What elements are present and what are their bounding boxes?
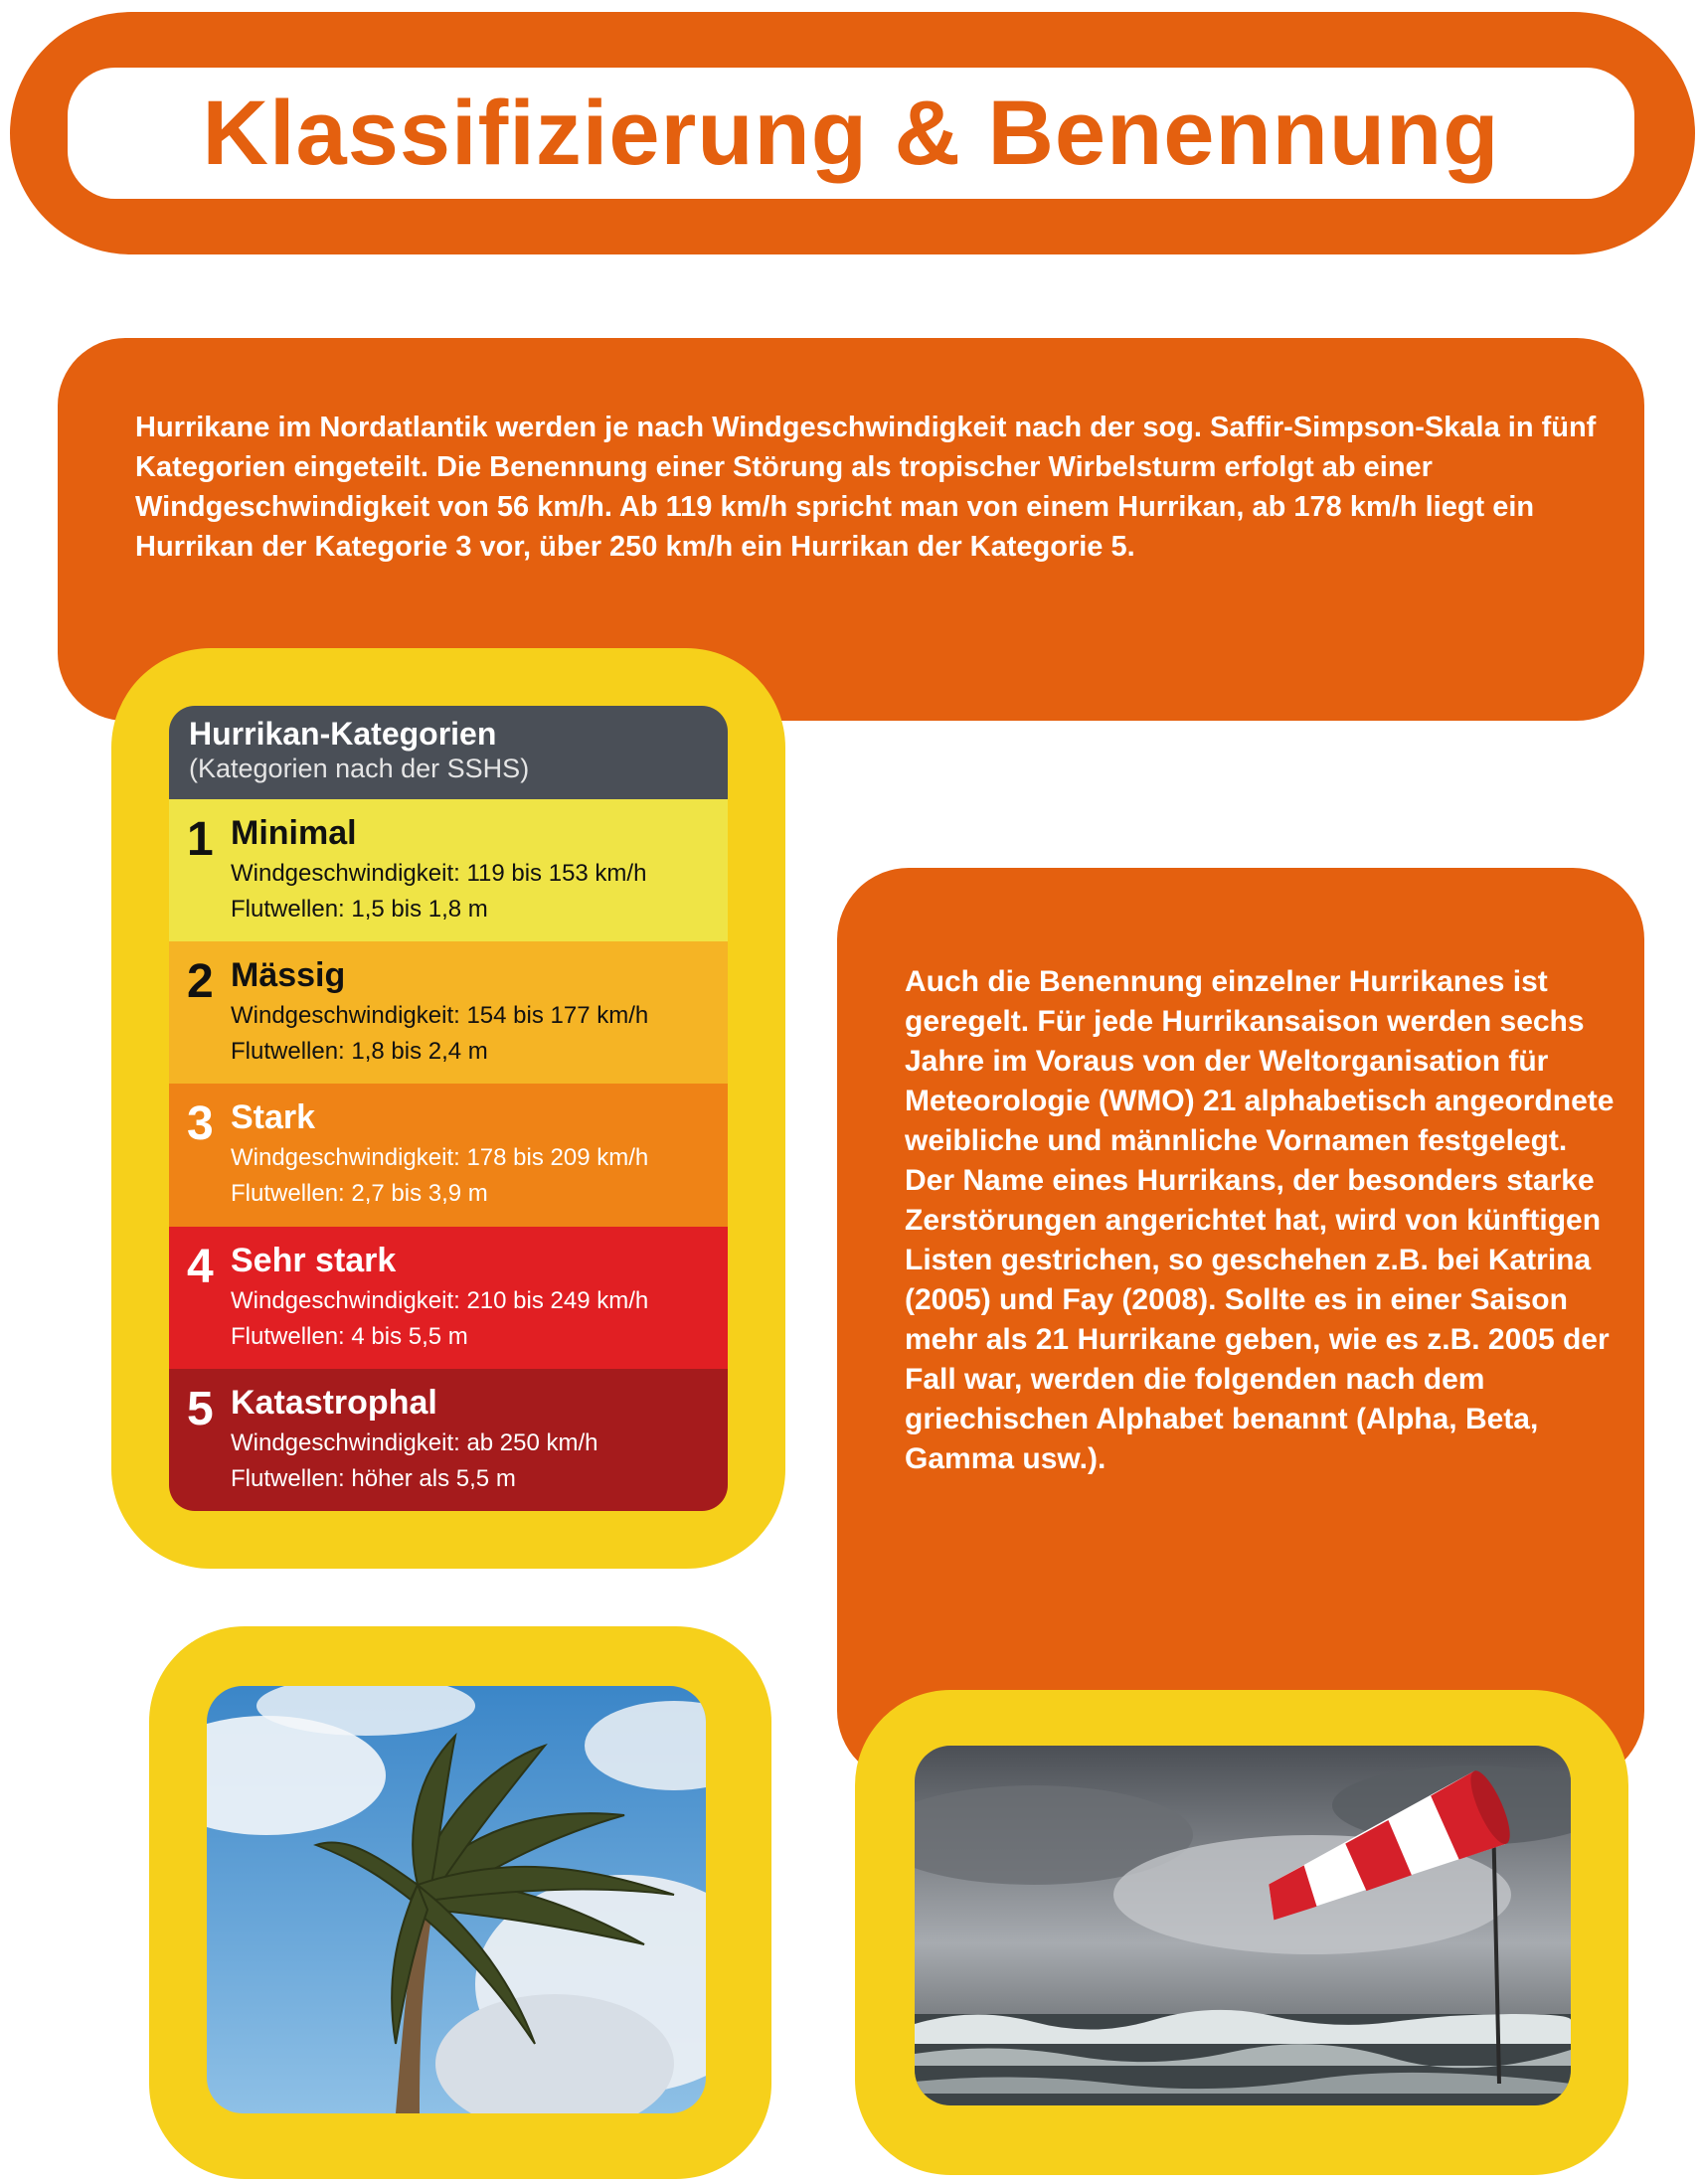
category-name: Katastrophal [231, 1383, 437, 1422]
category-number: 4 [187, 1240, 214, 1293]
windsock-photo-frame [855, 1690, 1628, 2175]
category-storm-surge: Flutwellen: 4 bis 5,5 m [231, 1322, 468, 1350]
category-row-4 [169, 1227, 728, 1369]
category-number: 1 [187, 813, 214, 866]
category-wind-speed: Windgeschwindigkeit: 210 bis 249 km/h [231, 1286, 649, 1314]
naming-paragraph-1: Auch die Benennung einzelner Hurrikanes ist geregelt. Für jede Hurrikansaison werden sechs Jahre im Voraus von der Weltorganisation für Meteorologie (WMO) 21 alphabetisch angeordnete weibliche und männliche Vornamen festgelegt. [905, 965, 1615, 1157]
categories-subtitle: (Kategorien nach der SSHS) [189, 754, 530, 783]
category-row-5 [169, 1369, 728, 1511]
category-storm-surge: Flutwellen: 1,8 bis 2,4 m [231, 1038, 488, 1066]
category-storm-surge: Flutwellen: 1,5 bis 1,8 m [231, 896, 488, 923]
category-name: Sehr stark [231, 1241, 397, 1279]
categories-card [169, 706, 728, 1511]
category-wind-speed: Windgeschwindigkeit: 178 bis 209 km/h [231, 1144, 649, 1172]
category-storm-surge: Flutwellen: 2,7 bis 3,9 m [231, 1180, 488, 1208]
category-name: Mässig [231, 956, 346, 995]
category-wind-speed: Windgeschwindigkeit: 119 bis 153 km/h [231, 860, 647, 887]
categories-header [169, 706, 728, 799]
windsock-photo [915, 1746, 1571, 2105]
categories-title: Hurrikan-Kategorien [189, 716, 497, 752]
category-row-2 [169, 941, 728, 1084]
category-row-1 [169, 799, 728, 941]
naming-paragraph-2: Der Name eines Hurrikans, der besonders starke Zerstörungen angerichtet hat, wird von künftigen Listen gestrichen, so geschehen z.B. bei Katrina (2005) und Fay (2008). Sollte es in einer Saison mehr als 21 Hurrikane geben, wie es z.B. 2005 der Fall war, werden die folgenden nach dem griechischen Alphabet benannt (Alpha, Beta, Gamma usw.). [905, 1164, 1610, 1475]
category-name: Minimal [231, 814, 357, 852]
category-row-3 [169, 1084, 728, 1226]
palm-tree-photo [207, 1686, 706, 2113]
category-number: 2 [187, 955, 214, 1009]
category-name: Stark [231, 1098, 316, 1137]
category-number: 3 [187, 1097, 214, 1151]
category-number: 5 [187, 1382, 214, 1435]
naming-text [905, 962, 1620, 1479]
intro-text: Hurrikane im Nordatlantik werden je nach Windgeschwindigkeit nach der sog. Saffir-Simpson-Skala in fünf Kategorien eingeteilt. Die Benennung einer Störung als tropischer Wirbelsturm erfolgt ab einer Windgeschwindigkeit von 56 km/h. Ab 119 km/h spricht man von einem Hurrikan, ab 178 km/h liegt ein Hurrikan der Kategorie 3 vor, über 250 km/h ein Hurrikan der Kategorie 5. [135, 412, 1597, 563]
title-inner [68, 68, 1634, 199]
category-storm-surge: Flutwellen: höher als 5,5 m [231, 1464, 516, 1492]
naming-box [837, 868, 1644, 1782]
category-wind-speed: Windgeschwindigkeit: 154 bis 177 km/h [231, 1002, 649, 1030]
category-wind-speed: Windgeschwindigkeit: ab 250 km/h [231, 1428, 598, 1456]
page-title: Klassifizierung & Benennung [202, 82, 1500, 184]
palm-photo-frame [149, 1626, 771, 2179]
